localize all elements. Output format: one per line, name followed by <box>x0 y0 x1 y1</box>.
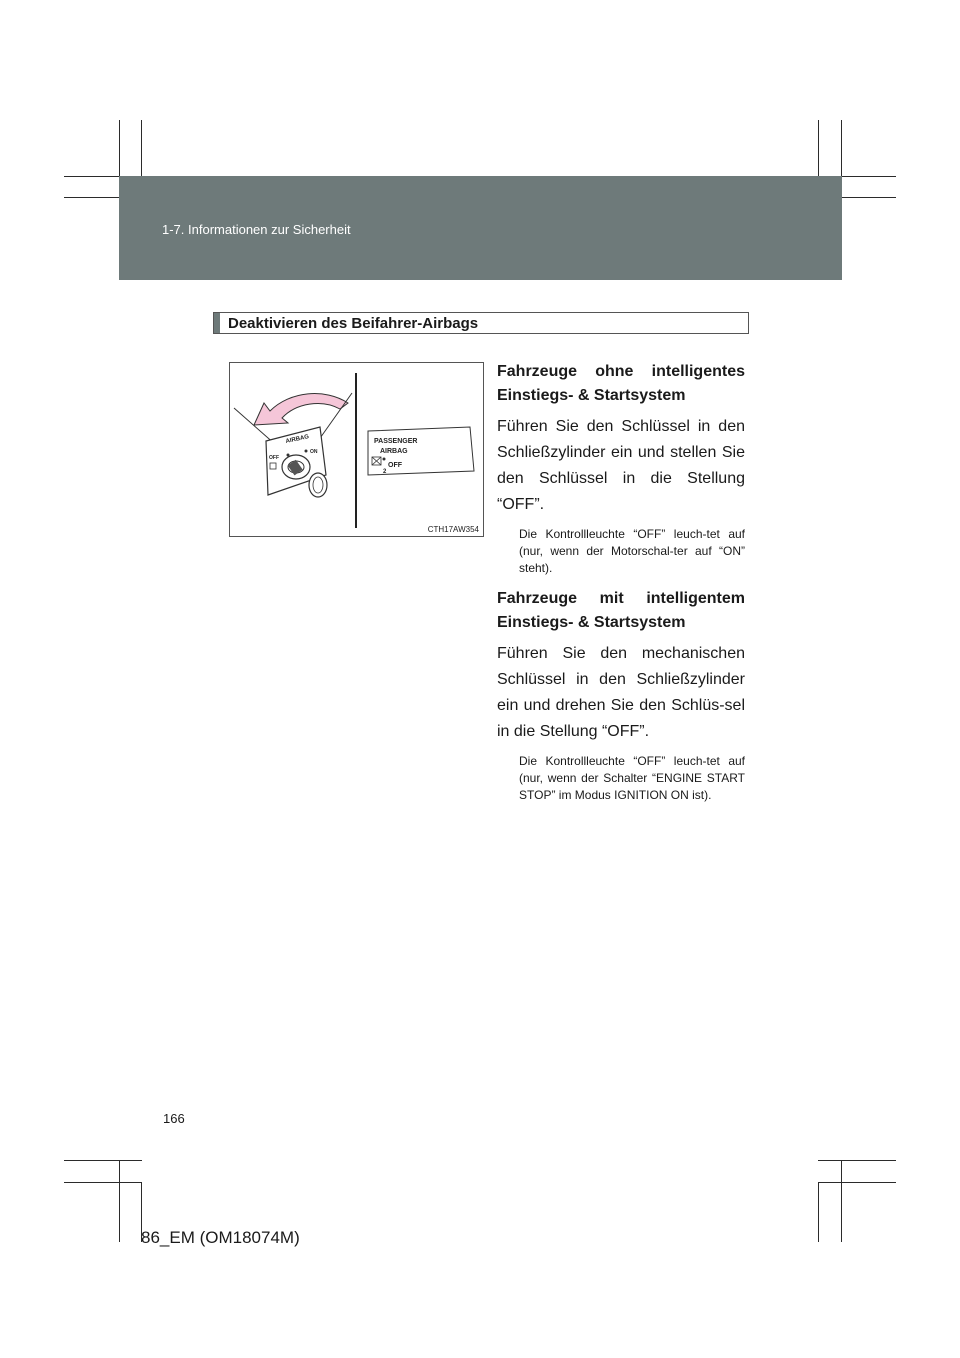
note-with-smart-entry: Die Kontrollleuchte “OFF” leuch-tet auf (nur, wenn der Schalter “ENGINE START STOP” im Modus IGNITION ON ist). <box>519 754 745 802</box>
document-code: 86_EM (OM18074M) <box>141 1228 300 1247</box>
section-heading-bar <box>214 313 220 333</box>
heading-with-smart-entry: Fahrzeuge mit intelligentem Einstiegs- & Startsystem <box>497 590 745 631</box>
switch-off-label: OFF <box>269 455 279 461</box>
crop-mark <box>818 1182 819 1242</box>
instruction-with-smart-entry: Führen Sie den mechanischen Schlüssel in den Schließzylinder ein und drehen Sie den Schlüs-sel in die Stellung “OFF”. <box>497 645 745 740</box>
crop-mark <box>841 1160 842 1242</box>
instruction-without-smart-entry: Führen Sie den Schlüssel in den Schließzylinder ein und stellen Sie den Schlüssel in die Stellung “OFF”. <box>497 418 745 513</box>
switch-on-label: ON <box>310 449 318 455</box>
airbag-switch-figure <box>229 362 484 537</box>
switch-label: AIRBAG <box>285 434 310 445</box>
heading-without-smart-entry: Fahrzeuge ohne intelligentes Einstiegs- & Startsystem <box>497 363 745 404</box>
crop-mark <box>818 1160 896 1161</box>
note-without-smart-entry: Die Kontrollleuchte “OFF” leuch-tet auf (nur, wenn der Motorschal-ter auf “ON” steht). <box>519 527 745 575</box>
crop-mark <box>64 1160 142 1161</box>
content-column <box>497 360 745 814</box>
indicator-line1: PASSENGER <box>374 438 418 445</box>
airbag-switch-illustration <box>230 363 483 536</box>
rotate-arrow-icon <box>254 394 348 425</box>
page-number: 166 <box>163 1111 185 1126</box>
section-title: Deaktivieren des Beifahrer-Airbags <box>228 315 479 332</box>
indicator-line2: AIRBAG <box>380 448 408 455</box>
chapter-title: 1-7. Informationen zur Sicherheit <box>162 222 351 237</box>
indicator-off-label: OFF <box>388 462 402 469</box>
figure-code: CTH17AW354 <box>427 525 479 534</box>
indicator-number: 2 <box>383 469 387 475</box>
crop-mark <box>818 1182 896 1183</box>
crop-mark <box>119 1160 120 1242</box>
crop-mark <box>64 1182 142 1183</box>
section-heading-box <box>213 312 749 334</box>
